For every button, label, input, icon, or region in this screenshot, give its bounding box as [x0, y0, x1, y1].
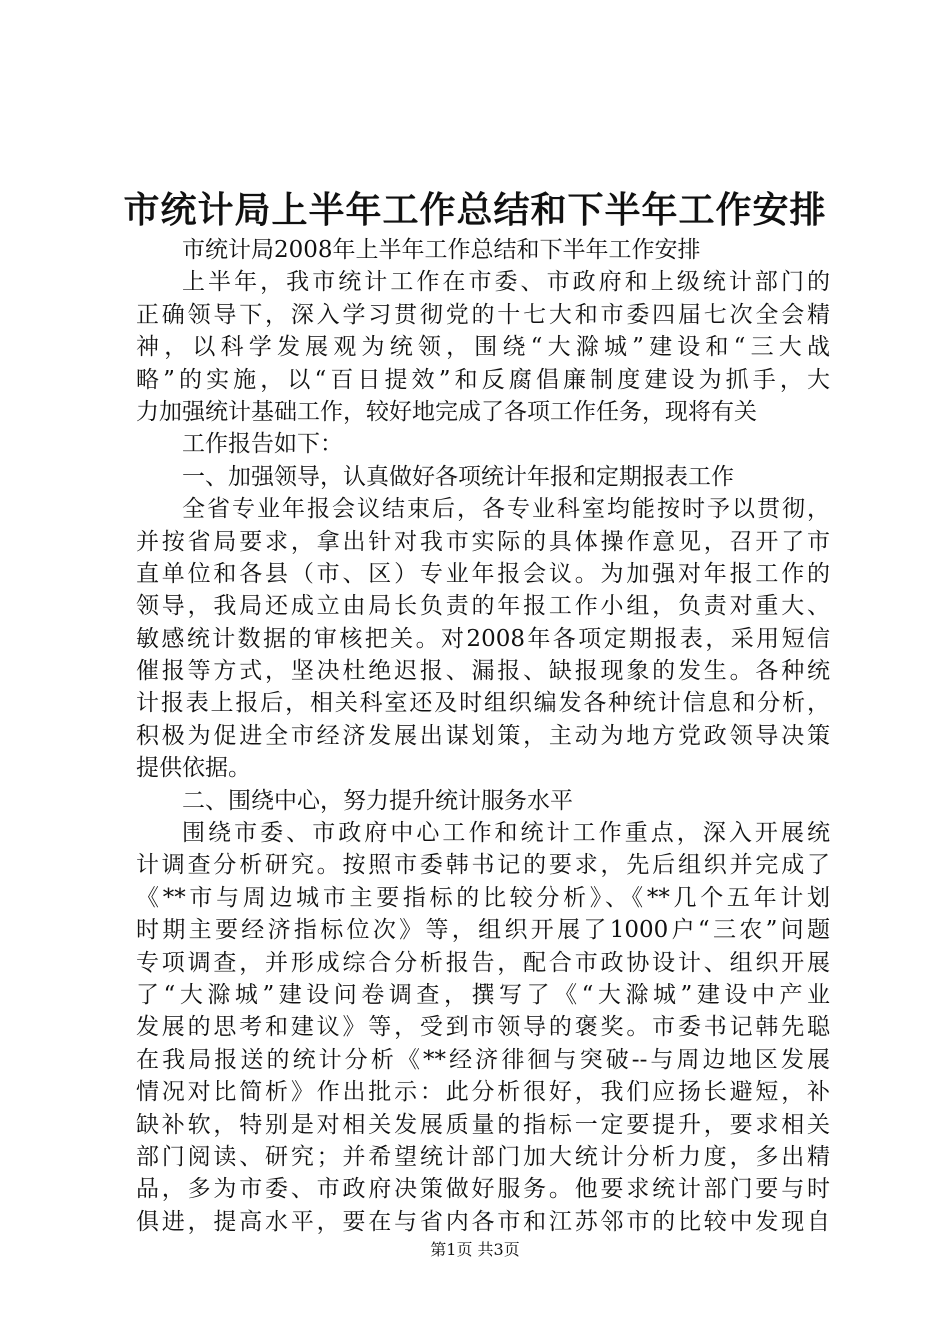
text-line: 专项调查，并形成综合分析报告，配合市政协设计、组织开展: [136, 949, 830, 976]
text-line: 催报等方式，坚决杜绝迟报、漏报、缺报现象的发生。各种统: [136, 658, 830, 685]
text-line: 计报表上报后，相关科室还及时组织编发各种统计信息和分析，: [136, 690, 830, 717]
text-line: 神，以科学发展观为统领，围绕“大滁城”建设和“三大战: [136, 334, 830, 361]
text-line: 俱进，提高水平，要在与省内各市和江苏邻市的比较中发现自: [136, 1208, 830, 1235]
text-line: 敏感统计数据的审核把关。对2008年各项定期报表，采用短信: [136, 625, 830, 652]
text-line: 提供依据。: [136, 755, 251, 782]
text-line: 时期主要经济指标位次》等，组织开展了1000户“三农”问题: [136, 917, 830, 944]
text-line: 积极为促进全市经济发展出谋划策，主动为地方党政领导决策: [136, 722, 830, 749]
text-line: 二、围绕中心，努力提升统计服务水平: [182, 787, 573, 814]
text-line: 部门阅读、研究；并希望统计部门加大统计分析力度，多出精: [136, 1143, 830, 1170]
text-line: 发展的思考和建议》等，受到市领导的褒奖。市委书记韩先聪: [136, 1014, 830, 1041]
text-line: 计调查分析研究。按照市委韩书记的要求，先后组织并完成了: [136, 852, 830, 879]
text-line: 直单位和各县（市、区）专业年报会议。为加强对年报工作的: [136, 560, 830, 587]
page-footer: 第1页 共3页: [430, 1240, 520, 1259]
text-line: 略”的实施，以“百日提效”和反腐倡廉制度建设为抓手，大: [136, 366, 830, 393]
text-line: 市统计局2008年上半年工作总结和下半年工作安排: [182, 237, 701, 263]
text-line: 上半年，我市统计工作在市委、市政府和上级统计部门的: [182, 269, 830, 296]
text-line: 并按省局要求，拿出针对我市实际的具体操作意见，召开了市: [136, 528, 830, 555]
text-line: 在我局报送的统计分析《**经济徘徊与突破--与周边地区发展: [136, 1046, 830, 1073]
document-body: [136, 234, 830, 1238]
page-title: 市统计局上半年工作总结和下半年工作安排: [123, 189, 827, 231]
text-line: 一、加强领导，认真做好各项统计年报和定期报表工作: [182, 463, 734, 490]
text-line: 全省专业年报会议结束后，各专业科室均能按时予以贯彻，: [182, 496, 830, 523]
text-line: 力加强统计基础工作，较好地完成了各项工作任务，现将有关: [136, 398, 757, 425]
text-line: 缺补软，特别是对相关发展质量的指标一定要提升，要求相关: [136, 1111, 830, 1138]
text-line: 了“大滁城”建设问卷调查，撰写了《“大滁城”建设中产业: [136, 981, 830, 1008]
text-line: 品，多为市委、市政府决策做好服务。他要求统计部门要与时: [136, 1176, 830, 1203]
text-line: 正确领导下，深入学习贯彻党的十七大和市委四届七次全会精: [136, 301, 830, 328]
text-line: 《**市与周边城市主要指标的比较分析》、《**几个五年计划: [136, 884, 830, 911]
text-line: 工作报告如下：: [182, 431, 343, 458]
text-line: 领导，我局还成立由局长负责的年报工作小组，负责对重大、: [136, 593, 830, 620]
text-line: 情况对比简析》作出批示：此分析很好，我们应扬长避短，补: [136, 1079, 830, 1106]
text-line: 围绕市委、市政府中心工作和统计工作重点，深入开展统: [182, 820, 830, 847]
